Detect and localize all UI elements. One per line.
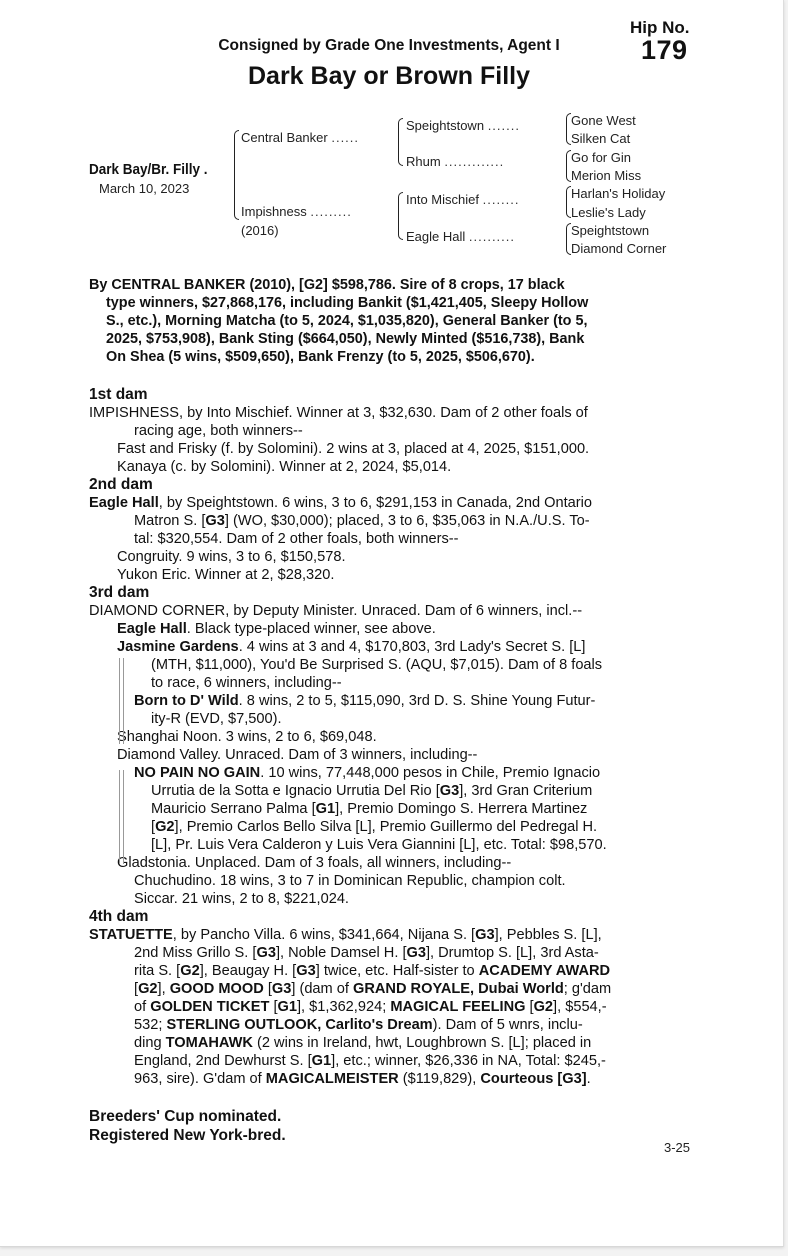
sire-dam-dots: ............. [444,154,505,169]
second-dam-line [89,494,699,512]
grade: G3 [256,945,276,961]
foal-entry: Congruity. 9 wins, 3 to 6, $150,578. [117,549,346,565]
foal-entry-cont [89,818,699,836]
foal-entry [89,692,699,710]
text: ], Premio Carlos Bello Silva [L], Premio Guillermo del Pedregal H. [174,819,598,835]
foal-name: Eagle Hall [117,621,187,637]
text: ding [134,1035,166,1051]
text: Urrutia de la Sotta e Ignacio Urrutia Del Rio [ [151,783,440,799]
fourth-dam-line [89,980,699,998]
foal-entry: Diamond Valley. Unraced. Dam of 3 winners, including-- [117,747,478,763]
text: [ [263,981,272,997]
family-block-line [119,658,124,744]
text: of [134,999,151,1015]
foal-entry-cont: to race, 6 winners, including-- [151,675,342,691]
family-section [89,386,699,1088]
first-dam-line: racing age, both winners-- [134,423,303,439]
subject-name: Dark Bay/Br. Filly . [89,161,208,178]
horse-name: MAGICALMEISTER [265,1071,399,1087]
foal-entry: Shanghai Noon. 3 wins, 2 to 6, $69,048. [117,729,377,745]
pedigree-sire-dam [406,154,504,169]
horse-name: ACADEMY AWARD [478,963,611,979]
text: [ [134,981,139,997]
fourth-dam-line [89,1052,699,1070]
brace-sire-dam [234,130,239,220]
text: rita S. [ [134,963,181,979]
third-dam-line: DIAMOND CORNER, by Deputy Minister. Unraced. Dam of 6 winners, incl.-- [89,603,583,619]
grade: G1 [311,1053,332,1069]
fourth-dam-name: STATUETTE [89,927,173,943]
foal-entry [89,764,699,782]
horse-name: Courteous [G3] [480,1071,587,1087]
sire-line: type winners, $27,868,176, including Bankit ($1,421,405, Sleepy Hollow [106,295,589,311]
foal-entry [89,620,699,638]
foal-entry: Chuchudino. 18 wins, 3 to 7 in Dominican Republic, champion colt. [134,873,566,889]
foal-entry-cont [89,782,699,800]
dam-sire-dots: ........ [482,192,520,207]
text: ], $554,- [553,999,607,1015]
grade: G1 [277,999,297,1015]
fourth-dam-line [89,998,699,1016]
ggp-3: Go for Gin [571,150,631,165]
text: . [586,1071,591,1087]
text: ], 3rd Gran Criterium [459,783,593,799]
fourth-dam-line [89,926,699,944]
dam-dam-name: Eagle Hall [406,229,466,244]
foal-name: NO PAIN NO GAIN [134,765,261,781]
sire-dots: ...... [331,130,360,145]
text: [ [525,999,534,1015]
sire-sire-name: Speightstown [406,118,485,133]
fourth-dam-heading: 4th dam [89,908,149,925]
hip-number: 179 [641,35,688,65]
ggp-4: Merion Miss [571,168,642,183]
text: (2 wins in Ireland, hwt, Loughbrown S. [L]; placed in [252,1035,592,1051]
horse-name: GOLDEN TICKET [150,999,270,1015]
foal-entry [89,638,699,656]
registration-note: Registered New York-bred. [89,1127,286,1144]
dam-dots: ......... [310,204,352,219]
ggp-5: Harlan's Holiday [571,186,666,201]
foal-entry: Fast and Frisky (f. by Solomini). 2 wins at 3, placed at 4, 2025, $151,000. [117,441,590,457]
text: Mauricio Serrano Palma [ [151,801,316,817]
text: ], Premio Domingo S. Herrera Martinez [335,801,588,817]
sire-line: On Shea (5 wins, $509,650), Bank Frenzy (to 5, 2025, $506,670). [106,349,535,365]
dam-sire-name: Into Mischief [406,192,479,207]
horse-name: GOOD MOOD [169,981,264,997]
second-dam-line [89,512,699,530]
text: ], $1,362,924; [297,999,391,1015]
foal-entry-cont [89,800,699,818]
text: . 4 wins at 3 and 4, $170,803, 3rd Lady's Secret S. [L] [238,639,586,655]
horse-name: GRAND ROYALE, Dubai World [352,981,564,997]
foal-entry: Yukon Eric. Winner at 2, $28,320. [117,567,335,583]
ggp-1: Gone West [571,113,636,128]
consignor: Consigned by Grade One Investments, Agent I [218,37,560,54]
text: [ [151,819,156,835]
sire-name: Central Banker [241,130,328,145]
first-dam-line: IMPISHNESS, by Into Mischief. Winner at 3, $32,630. Dam of 2 other foals of [89,405,588,421]
text: 532; [134,1017,167,1033]
horse-name: STERLING OUTLOOK, Carlito's Dream [166,1017,433,1033]
horse-type-title: Dark Bay or Brown Filly [247,62,531,90]
text: [ [269,999,278,1015]
text: ], Pebbles S. [L], [494,927,602,943]
dam-name: Impishness [241,204,307,219]
foal-name: Jasmine Gardens [117,639,239,655]
second-dam-line: tal: $320,554. Dam of 2 other foals, both winners-- [134,531,459,547]
text: ], [157,981,170,997]
foal-name: Born to D' Wild [134,693,239,709]
sire-dam-name: Rhum [406,154,441,169]
breeders-cup-note: Breeders' Cup nominated. [89,1108,282,1125]
sire-line: By CENTRAL BANKER (2010), [G2] $598,786. Sire of 8 crops, 17 black [89,277,565,293]
ggp-8: Diamond Corner [571,241,667,256]
fourth-dam-line [89,1034,699,1052]
text: ], Noble Damsel H. [ [275,945,407,961]
grade: G2 [180,963,200,979]
dam-dam-dots: .......... [468,229,516,244]
text: . Black type-placed winner, see above. [186,621,436,637]
sire-line: S., etc.), Morning Matcha (to 5, 2024, $1,035,820), General Banker (to 5, [106,313,588,329]
text: ] (WO, $30,000); placed, 3 to 6, $35,063 in N.A./U.S. To- [224,513,590,529]
text: Matron S. [ [134,513,206,529]
text: ] twice, etc. Half-sister to [315,963,479,979]
grade: G3 [439,783,460,799]
fourth-dam-line [89,1016,699,1034]
second-dam-name: Eagle Hall [89,495,159,511]
foal-entry: Siccar. 21 wins, 2 to 8, $221,024. [134,891,349,907]
text: , by Speightstown. 6 wins, 3 to 6, $291,153 in Canada, 2nd Ontario [158,495,592,511]
subject-foaled-date: March 10, 2023 [99,181,190,196]
text: . 8 wins, 2 to 5, $115,090, 3rd D. S. Shine Young Futur- [238,693,596,709]
foal-entry: Gladstonia. Unplaced. Dam of 3 foals, all winners, including-- [117,855,512,871]
foal-entry-cont: [L], Pr. Luis Vera Calderon y Luis Vera Giannini [L], etc. Total: $98,570. [151,837,607,853]
text: ; g'dam [563,981,612,997]
ggp-6: Leslie's Lady [571,205,646,220]
text: ], Beaugay H. [ [199,963,297,979]
family-block-line [119,770,124,864]
grade: G3 [296,963,316,979]
grade: G3 [271,981,292,997]
pedigree-sire-sire [406,118,520,133]
text: ] (dam of [291,981,353,997]
pedigree-dam-sire [406,192,520,207]
grade: G3 [205,513,225,529]
footer-notes [89,1107,286,1145]
sire-line: 2025, $753,908), Bank Sting ($664,050), Newly Minted ($516,738), Bank [106,331,585,347]
brace-sire-parents [398,118,403,166]
foal-entry-cont: ity-R (EVD, $7,500). [151,711,282,727]
grade: G3 [406,945,426,961]
fourth-dam-line [89,944,699,962]
page-code: 3-25 [664,1140,691,1155]
second-dam-heading: 2nd dam [89,476,153,493]
ggp-2: Silken Cat [571,131,631,146]
first-dam-heading: 1st dam [89,386,148,403]
brace-dam-parents [398,192,403,240]
dam-year: (2016) [241,223,279,238]
sire-paragraph [89,276,699,366]
horse-name: MAGICAL FEELING [390,999,526,1015]
text: ], Drumtop S. [L], 3rd Asta- [425,945,599,961]
third-dam-heading: 3rd dam [89,584,150,601]
text: ). Dam of 5 wnrs, inclu- [432,1017,583,1033]
grade: G2 [138,981,158,997]
text: 963, sire). G'dam of [134,1071,266,1087]
text: 2nd Miss Grillo S. [ [134,945,257,961]
text: ], etc.; winner, $26,336 in NA, Total: $245,- [331,1053,606,1069]
foal-entry: Kanaya (c. by Solomini). Winner at 2, 2024, $5,014. [117,459,452,475]
pedigree-dam-dam [406,229,515,244]
grade: G2 [155,819,175,835]
fourth-dam-line [89,1070,699,1088]
text: . 10 wins, 77,448,000 pesos in Chile, Premio Ignacio [260,765,601,781]
fourth-dam-line [89,962,699,980]
text: , by Pancho Villa. 6 wins, $341,664, Nijana S. [ [172,927,476,943]
text: ($119,829), [398,1071,481,1087]
ggp-7: Speightstown [571,223,650,238]
horse-name: TOMAHAWK [165,1035,253,1051]
pedigree-dam [241,204,352,219]
foal-entry-cont: (MTH, $11,000), You'd Be Surprised S. (AQU, $7,015). Dam of 8 foals [151,657,603,673]
text: England, 2nd Dewhurst S. [ [134,1053,312,1069]
grade: G3 [475,927,495,943]
grade: G2 [533,999,554,1015]
sire-sire-dots: ....... [487,118,520,133]
hip-label: Hip No. [630,18,690,37]
pedigree-sire [241,130,359,145]
grade: G1 [315,801,336,817]
